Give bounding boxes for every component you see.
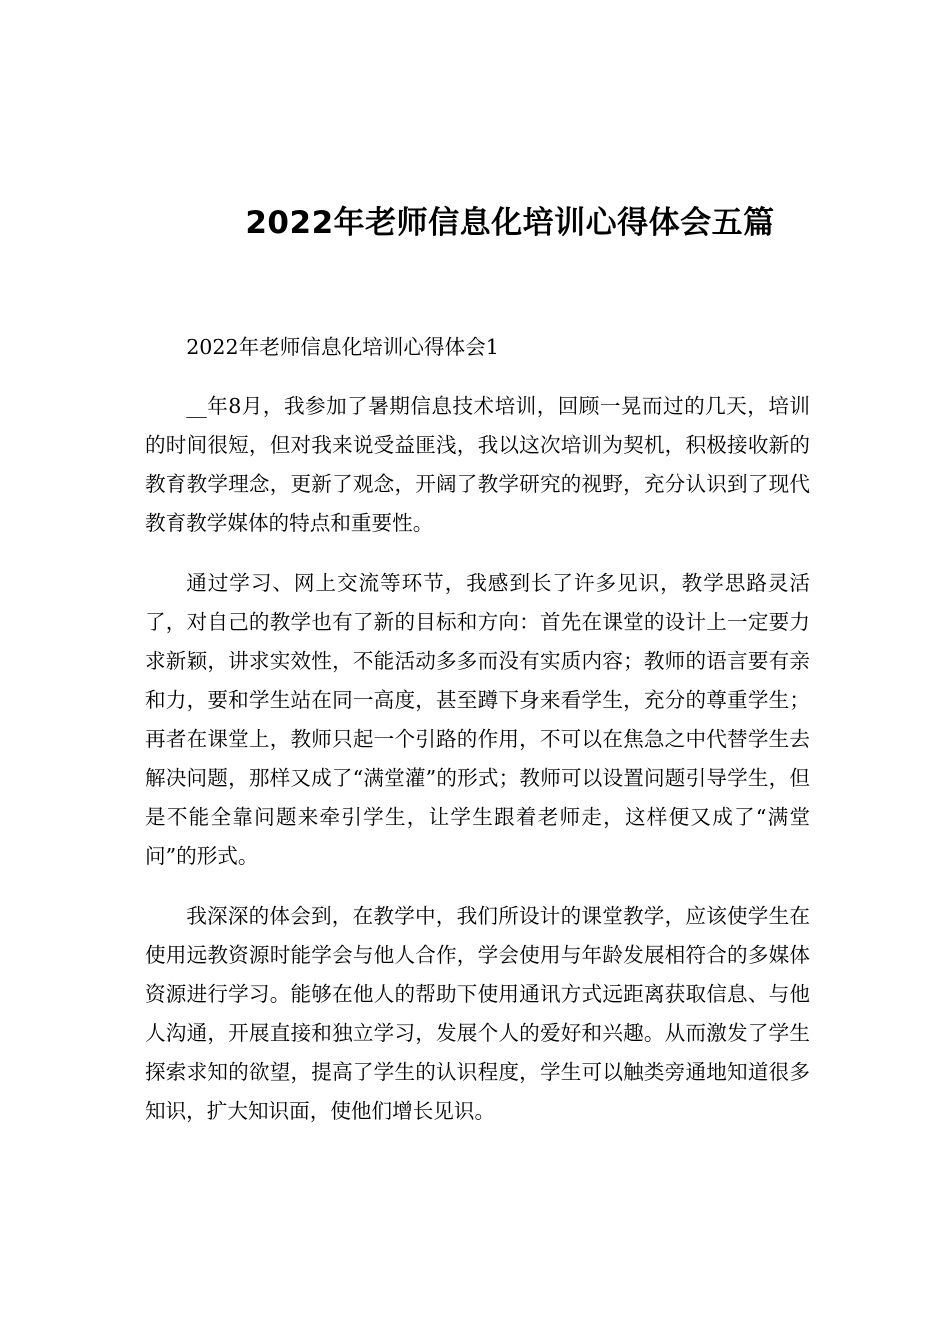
document-title: 2022年老师信息化培训心得体会五篇	[245, 205, 775, 241]
paragraph-1: __年8月，我参加了暑期信息技术培训，回顾一晃而过的几天，培训的时间很短，但对我来说受益匪浅，我以这次培训为契机，积极接收新的教育教学理念，更新了观念，开阔了教学研究的视野，充分认识到了现代教育教学媒体的特点和重要性。	[145, 394, 810, 535]
document-body	[145, 328, 810, 1152]
paragraph-3: 我深深的体会到，在教学中，我们所设计的课堂教学，应该使学生在使用远教资源时能学会与他人合作，学会使用与年龄发展相符合的多媒体资源进行学习。能够在他人的帮助下使用通讯方式远距离获取信息、与他人沟通，开展直接和独立学习，发展个人的爱好和兴趣。从而激发了学生探索求知的欲望，提高了学生的认识程度，学生可以触类旁通地知道很多知识，扩大知识面，使他们增长见识。	[145, 904, 810, 1123]
paragraph-2: 通过学习、网上交流等环节，我感到长了许多见识，教学思路灵活了，对自己的教学也有了新的目标和方向：首先在课堂的设计上一定要力求新颖，讲求实效性，不能活动多多而没有实质内容；教师的语言要有亲和力，要和学生站在同一高度，甚至蹲下身来看学生，充分的尊重学生；再者在课堂上，教师只起一个引路的作用，不可以在焦急之中代替学生去解决问题，那样又成了“满堂灌”的形式；教师可以设置问题引导学生，但是不能全靠问题来牵引学生，让学生跟着老师走，这样便又成了“满堂问”的形式。	[145, 571, 810, 868]
section-heading: 2022年老师信息化培训心得体会1	[186, 335, 499, 359]
